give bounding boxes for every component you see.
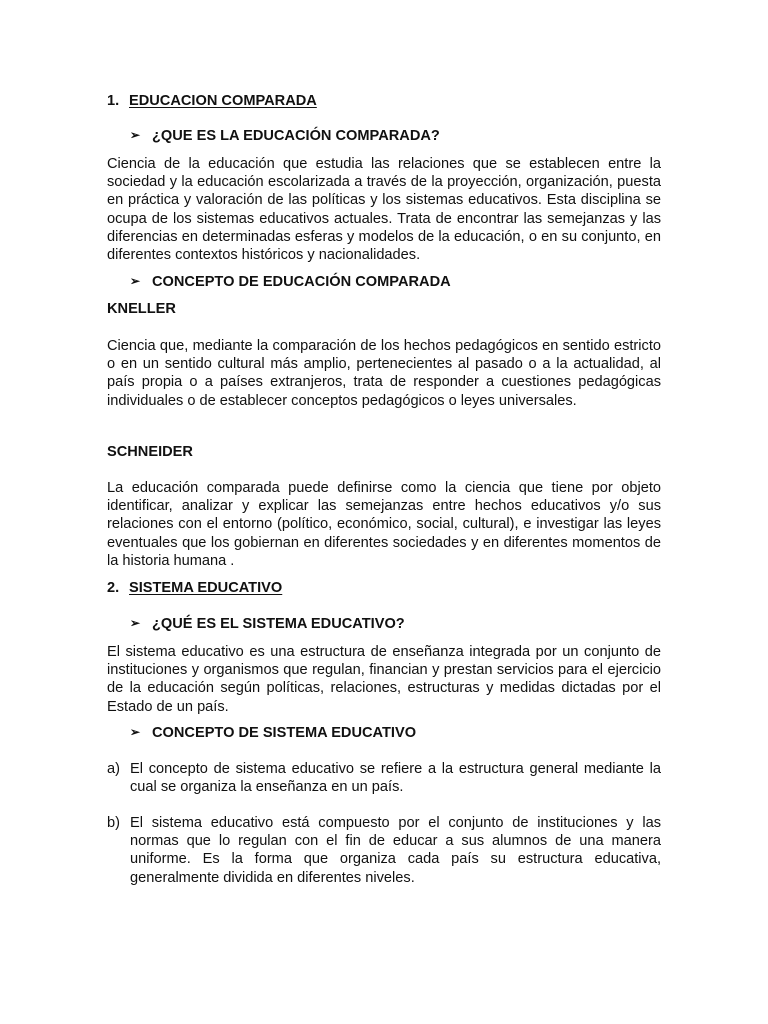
section-1-heading xyxy=(107,92,317,110)
list-marker: b) xyxy=(107,815,120,831)
author-schneider: SCHNEIDER xyxy=(107,444,193,460)
arrow-bullet-icon: ➢ xyxy=(130,128,141,142)
list-item-text: El sistema educativo está compuesto por el conjunto de instituciones y las normas que lo regulan con el fin de educar a sus alumnos de una manera uniforme. Es la forma que organiza cada país su estructura educativa, generalmente dividida en diferentes niveles. xyxy=(130,815,661,886)
list-item-a xyxy=(107,760,661,796)
section-1-title: EDUCACION COMPARADA xyxy=(129,93,317,109)
arrow-bullet-icon: ➢ xyxy=(130,725,141,739)
subheading-concepto-educacion-comparada xyxy=(130,273,451,291)
subheading-concepto-sistema-educativo xyxy=(130,724,416,742)
list-marker: a) xyxy=(107,761,120,777)
section-2-title: SISTEMA EDUCATIVO xyxy=(129,580,283,596)
subheading-text: ¿QUÉ ES EL SISTEMA EDUCATIVO? xyxy=(152,616,405,632)
subheading-que-es-sistema-educativo xyxy=(130,615,405,633)
section-2-heading xyxy=(107,579,282,597)
arrow-bullet-icon: ➢ xyxy=(130,616,141,630)
author-kneller: KNELLER xyxy=(107,301,176,317)
arrow-bullet-icon: ➢ xyxy=(130,274,141,288)
paragraph-definicion-educacion-comparada: Ciencia de la educación que estudia las relaciones que se establecen entre la sociedad y la educación escolarizada a través de la proyección, organización, puesta en práctica y valoración de las políticas y los sistemas educativos. Esta disciplina se ocupa de los sistemas educativos actuales. Trata de encontrar las semejanzas y las diferencias en determinadas esferas y modelos de la educación, o en su conjunto, en diferentes contextos históricos y nacionalidades. xyxy=(107,156,661,264)
subheading-text: CONCEPTO DE EDUCACIÓN COMPARADA xyxy=(152,274,451,290)
list-item-b xyxy=(107,814,661,887)
subheading-text: ¿QUE ES LA EDUCACIÓN COMPARADA? xyxy=(152,128,440,144)
subheading-que-es-educacion-comparada xyxy=(130,127,440,145)
section-2-number: 2. xyxy=(107,580,120,596)
section-1-number: 1. xyxy=(107,93,120,109)
list-item-text: El concepto de sistema educativo se refiere a la estructura general mediante la cual se organiza la enseñanza en un país. xyxy=(130,761,661,796)
paragraph-schneider: La educación comparada puede definirse como la ciencia que tiene por objeto identificar, analizar y explicar las semejanzas entre hechos educativos y/o sus relaciones con el entorno (político, económico, social, cultural), e investigar las leyes eventuales que los gobiernan en diferentes sociedades y en diferentes momentos de la historia humana . xyxy=(107,480,661,569)
subheading-text: CONCEPTO DE SISTEMA EDUCATIVO xyxy=(152,725,417,741)
paragraph-kneller: Ciencia que, mediante la comparación de los hechos pedagógicos en sentido estricto o en un sentido cultural más amplio, pertenecientes al pasado o a la actualidad, al país propia o a países extranjeros, trata de responder a cuestiones pedagógicas individuales o de establecer conceptos pedagógicos o leyes universales. xyxy=(107,338,661,409)
paragraph-sistema-educativo: El sistema educativo es una estructura de enseñanza integrada por un conjunto de instituciones y organismos que regulan, financian y prestan servicios para el ejercicio de la educación según políticas, relaciones, estructuras y medidas dictadas por el Estado de un país. xyxy=(107,644,661,715)
